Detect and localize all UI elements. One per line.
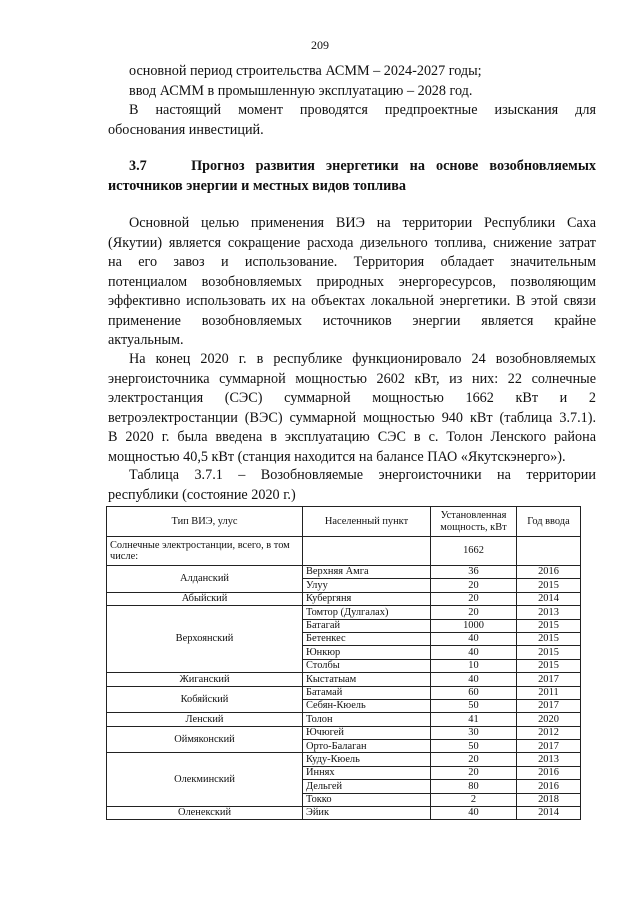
header-place: Населенный пункт: [303, 507, 431, 537]
year-cell: 2015: [517, 619, 581, 632]
place-cell: Томтор (Дулгалах): [303, 606, 431, 619]
place-cell: Улуу: [303, 579, 431, 592]
total-year-cell: [517, 537, 581, 566]
year-cell: 2014: [517, 592, 581, 605]
place-cell: Кубергяня: [303, 592, 431, 605]
place-cell: Орто-Балаган: [303, 740, 431, 753]
power-cell: 20: [431, 766, 517, 779]
table-header-row: [107, 507, 581, 537]
power-cell: 40: [431, 807, 517, 820]
region-cell: Кобяйский: [107, 686, 303, 713]
year-cell: 2015: [517, 579, 581, 592]
place-cell: Бетенкес: [303, 632, 431, 645]
place-cell: Верхняя Амга: [303, 566, 431, 579]
text-line: В настоящий момент проводятся предпроектные изыскания для: [129, 102, 596, 118]
text-line: ветроэлектростанции (ВЭС) суммарной мощностью 940 кВт (таблица 3.7.1).: [108, 409, 596, 426]
year-cell: 2017: [517, 740, 581, 753]
power-cell: 2: [431, 793, 517, 806]
power-cell: 20: [431, 753, 517, 766]
year-cell: 2013: [517, 753, 581, 766]
header-type: Тип ВИЭ, улус: [107, 507, 303, 537]
table-row: [107, 566, 581, 579]
table-row: [107, 592, 581, 605]
text-line: (Якутии) является сокращение расхода дизельного топлива, снижение затрат: [108, 234, 596, 251]
place-cell: Себян-Кюель: [303, 699, 431, 712]
power-cell: 30: [431, 726, 517, 739]
text-line: актуальным.: [108, 332, 184, 348]
year-cell: 2015: [517, 646, 581, 659]
table-row: [107, 807, 581, 820]
text-line: На конец 2020 г. в республике функционировало 24 возобновляемых: [129, 351, 596, 367]
place-cell: Токко: [303, 793, 431, 806]
text-line: применение возобновляемых источников энергии является крайне: [108, 312, 596, 329]
total-label: Солнечные электростанции, всего, в том числе:: [107, 537, 303, 566]
year-cell: 2016: [517, 566, 581, 579]
table-row-total: [107, 537, 581, 566]
place-cell: Толон: [303, 713, 431, 726]
region-cell: Ленский: [107, 713, 303, 726]
power-cell: 60: [431, 686, 517, 699]
total-place-cell: [303, 537, 431, 566]
power-cell: 40: [431, 632, 517, 645]
section-title: Прогноз развития энергетики на основе возобновляемых: [191, 158, 596, 174]
place-cell: Иннях: [303, 766, 431, 779]
power-cell: 20: [431, 606, 517, 619]
year-cell: 2017: [517, 699, 581, 712]
table-row: [107, 606, 581, 619]
res-table: [106, 506, 581, 820]
text-line: электростанция (СЭС) суммарной мощностью 1662 кВт и 2: [108, 390, 596, 406]
text-line: энергоисточника суммарной мощностью 2602 кВт, из них: 22 солнечные: [108, 370, 596, 387]
section-number: 3.7: [129, 158, 147, 174]
header-power: Установленная мощность, кВт: [431, 507, 517, 537]
power-cell: 50: [431, 740, 517, 753]
table-row: [107, 726, 581, 739]
year-cell: 2013: [517, 606, 581, 619]
table-row: [107, 713, 581, 726]
place-cell: Батамай: [303, 686, 431, 699]
paragraph-res-2020: [108, 350, 596, 467]
total-power: 1662: [431, 537, 517, 566]
header-year: Год ввода: [517, 507, 581, 537]
power-cell: 41: [431, 713, 517, 726]
region-cell: Оленекский: [107, 807, 303, 820]
table-row: [107, 673, 581, 686]
text-line: потенциалом возобновляемых природных энергоресурсов, позволяющим: [108, 273, 596, 290]
paragraph-res-goal: [108, 214, 596, 351]
power-cell: 40: [431, 673, 517, 686]
construction-period-lines: [118, 62, 596, 101]
place-cell: Юнкюр: [303, 646, 431, 659]
year-cell: 2014: [517, 807, 581, 820]
year-cell: 2017: [517, 673, 581, 686]
power-cell: 80: [431, 780, 517, 793]
region-cell: Олекминский: [107, 753, 303, 807]
year-cell: 2015: [517, 632, 581, 645]
year-cell: 2011: [517, 686, 581, 699]
section-heading: [108, 157, 596, 196]
region-cell: Алданский: [107, 566, 303, 593]
year-cell: 2016: [517, 766, 581, 779]
text-line: основной период строительства АСММ – 2024-2027 годы;: [129, 63, 482, 79]
place-cell: Столбы: [303, 659, 431, 672]
text-line: обоснования инвестиций.: [108, 121, 264, 138]
region-cell: Жиганский: [107, 673, 303, 686]
text-line: на его завоз и использование. Территория обладает значительным: [108, 254, 596, 270]
power-cell: 50: [431, 699, 517, 712]
year-cell: 2020: [517, 713, 581, 726]
table-row: [107, 686, 581, 699]
place-cell: Ючюгей: [303, 726, 431, 739]
year-cell: 2015: [517, 659, 581, 672]
text-line: мощностью 40,5 кВт (станция находится на балансе ПАО «Якутскэнерго»).: [108, 448, 566, 465]
place-cell: Батагай: [303, 619, 431, 632]
year-cell: 2012: [517, 726, 581, 739]
place-cell: Кыстатыам: [303, 673, 431, 686]
region-cell: Абыйский: [107, 592, 303, 605]
place-cell: Дельгей: [303, 780, 431, 793]
table-caption: [108, 466, 596, 505]
region-cell: Оймяконский: [107, 726, 303, 753]
text-line: ввод АСММ в промышленную эксплуатацию – 2028 год.: [129, 82, 473, 99]
power-cell: 10: [431, 659, 517, 672]
power-cell: 1000: [431, 619, 517, 632]
text-line: Основной целью применения ВИЭ на территории Республики Саха: [129, 215, 596, 231]
text-line: эффективно использовать их на объектах локальной энергетики. В этой связи: [108, 293, 596, 309]
power-cell: 40: [431, 646, 517, 659]
table-body: [107, 537, 581, 820]
investigations-paragraph: [108, 101, 596, 140]
table-row: [107, 753, 581, 766]
caption-line: республики (состояние 2020 г.): [108, 486, 296, 503]
place-cell: Куду-Кюель: [303, 753, 431, 766]
page-number: 209: [311, 38, 329, 52]
year-cell: 2016: [517, 780, 581, 793]
place-cell: Эйик: [303, 807, 431, 820]
region-cell: Верхоянский: [107, 606, 303, 673]
caption-line: Таблица 3.7.1 – Возобновляемые энергоисточники на территории: [129, 467, 596, 483]
power-cell: 20: [431, 579, 517, 592]
heading-line: источников энергии и местных видов топлива: [108, 177, 407, 194]
power-cell: 20: [431, 592, 517, 605]
power-cell: 36: [431, 566, 517, 579]
text-line: В 2020 г. была введена в эксплуатацию СЭС в с. Толон Ленского района: [108, 429, 596, 445]
year-cell: 2018: [517, 793, 581, 806]
heading-line: [118, 157, 596, 177]
